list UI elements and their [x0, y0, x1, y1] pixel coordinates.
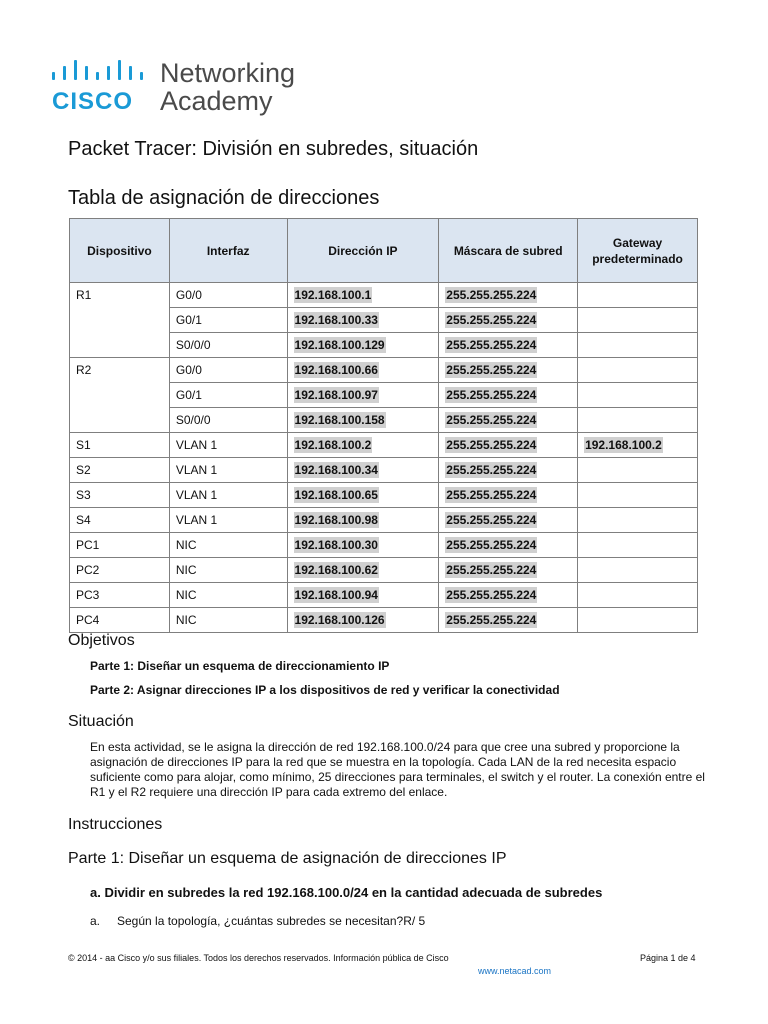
cell-gateway — [578, 583, 698, 608]
cell-interface: S0/0/0 — [169, 408, 287, 433]
table-header-row — [70, 219, 698, 283]
cell-gateway — [578, 433, 698, 458]
cell-mask-value: 255.255.255.224 — [446, 488, 537, 502]
table-row — [70, 583, 698, 608]
cell-device: R2 — [70, 358, 170, 433]
header-gateway: Gateway predeterminado — [578, 219, 698, 283]
cell-ip — [287, 458, 439, 483]
cell-gateway — [578, 383, 698, 408]
table-row — [70, 558, 698, 583]
cell-mask-value: 255.255.255.224 — [446, 313, 537, 327]
cell-mask — [439, 608, 578, 633]
table-row — [70, 433, 698, 458]
question-text: Según la topología, ¿cuántas subredes se necesitan?R/ 5 — [117, 914, 426, 928]
cell-interface: NIC — [169, 583, 287, 608]
cell-ip-value: 192.168.100.129 — [294, 338, 385, 352]
cell-device: R1 — [70, 283, 170, 358]
cell-mask-value: 255.255.255.224 — [446, 363, 537, 377]
cell-gateway — [578, 308, 698, 333]
scenario-text: En esta actividad, se le asigna la dirección de red 192.168.100.0/24 para que cree una subred y proporcione la asignación de direcciones IP para la red que se muestra en la topología. Cada LAN de la red necesita espacio suficiente como para alojar, como mínimo, 25 direcciones para terminales, el switch y el router. La conexión entre el R1 y el R2 requiere una dirección IP para cada extremo del enlace. — [90, 740, 705, 799]
cell-mask-value: 255.255.255.224 — [446, 463, 537, 477]
cell-mask-value: 255.255.255.224 — [446, 413, 537, 427]
cell-mask-value: 255.255.255.224 — [446, 338, 537, 352]
cell-mask-value: 255.255.255.224 — [446, 513, 537, 527]
table-row — [70, 533, 698, 558]
table-row — [70, 458, 698, 483]
cell-device: S3 — [70, 483, 170, 508]
cell-gateway-value: 192.168.100.2 — [585, 438, 662, 452]
cell-device: PC1 — [70, 533, 170, 558]
cell-ip-value: 192.168.100.33 — [294, 313, 378, 327]
header-interface: Interfaz — [169, 219, 287, 283]
cell-gateway — [578, 333, 698, 358]
cell-gateway — [578, 533, 698, 558]
cell-mask — [439, 508, 578, 533]
cell-gateway — [578, 508, 698, 533]
cell-ip-value: 192.168.100.1 — [294, 288, 372, 302]
cell-ip-value: 192.168.100.97 — [294, 388, 378, 402]
cell-interface: VLAN 1 — [169, 433, 287, 458]
header-device: Dispositivo — [70, 219, 170, 283]
logo-line1: Networking — [160, 58, 296, 88]
cell-ip — [287, 483, 439, 508]
table-row — [70, 608, 698, 633]
cell-ip-value: 192.168.100.94 — [294, 588, 378, 602]
logo-line2: Academy — [160, 86, 273, 116]
cell-ip — [287, 558, 439, 583]
cell-interface: G0/0 — [169, 283, 287, 308]
cisco-bars-icon — [52, 58, 148, 80]
page-title: Packet Tracer: División en subredes, situación — [68, 138, 479, 160]
cell-ip — [287, 408, 439, 433]
cell-mask-value: 255.255.255.224 — [446, 613, 537, 627]
cell-gateway — [578, 483, 698, 508]
cell-mask — [439, 533, 578, 558]
cell-mask-value: 255.255.255.224 — [446, 588, 537, 602]
cell-mask — [439, 433, 578, 458]
cell-interface: NIC — [169, 533, 287, 558]
cell-device: PC2 — [70, 558, 170, 583]
cell-gateway — [578, 358, 698, 383]
cell-ip-value: 192.168.100.2 — [294, 438, 372, 452]
cell-interface: G0/0 — [169, 358, 287, 383]
cell-ip-value: 192.168.100.62 — [294, 563, 378, 577]
table-title: Tabla de asignación de direcciones — [68, 187, 380, 209]
cell-gateway — [578, 408, 698, 433]
footer-page-number: Página 1 de 4 — [640, 953, 696, 963]
table-row — [70, 508, 698, 533]
cell-ip — [287, 383, 439, 408]
cell-gateway — [578, 283, 698, 308]
cell-interface: NIC — [169, 558, 287, 583]
address-table — [69, 218, 698, 633]
cell-mask — [439, 358, 578, 383]
cell-ip — [287, 433, 439, 458]
cell-interface: VLAN 1 — [169, 483, 287, 508]
cell-ip-value: 192.168.100.98 — [294, 513, 378, 527]
cell-mask — [439, 408, 578, 433]
cell-device: PC3 — [70, 583, 170, 608]
cell-device: S1 — [70, 433, 170, 458]
cell-mask-value: 255.255.255.224 — [446, 288, 537, 302]
cell-gateway — [578, 558, 698, 583]
cell-device: PC4 — [70, 608, 170, 633]
cell-device: S2 — [70, 458, 170, 483]
question-label: a. — [90, 914, 101, 928]
footer-url-link[interactable]: www.netacad.com — [478, 966, 552, 976]
cell-gateway — [578, 458, 698, 483]
objective-part1: Parte 1: Diseñar un esquema de direccionamiento IP — [90, 659, 390, 673]
cell-mask — [439, 483, 578, 508]
cell-ip — [287, 533, 439, 558]
cell-device: S4 — [70, 508, 170, 533]
cell-ip-value: 192.168.100.34 — [294, 463, 378, 477]
cell-ip — [287, 508, 439, 533]
cell-ip — [287, 283, 439, 308]
cell-interface: NIC — [169, 608, 287, 633]
footer-copyright: © 2014 - aa Cisco y/o sus filiales. Todos los derechos reservados. Información pública de Cisco — [68, 953, 449, 963]
step-a: a. Dividir en subredes la red 192.168.100.0/24 en la cantidad adecuada de subredes — [90, 885, 603, 900]
scenario-heading: Situación — [68, 713, 134, 730]
cell-mask — [439, 333, 578, 358]
cell-interface: S0/0/0 — [169, 333, 287, 358]
cell-ip — [287, 358, 439, 383]
cisco-networking-academy-logo — [52, 58, 312, 118]
cell-interface: G0/1 — [169, 308, 287, 333]
cell-ip — [287, 333, 439, 358]
table-row — [70, 283, 698, 308]
instructions-part1: Parte 1: Diseñar un esquema de asignación de direcciones IP — [68, 850, 507, 867]
cell-ip-value: 192.168.100.126 — [294, 613, 385, 627]
cell-ip-value: 192.168.100.66 — [294, 363, 378, 377]
header-mask: Máscara de subred — [439, 219, 578, 283]
cell-mask — [439, 558, 578, 583]
cell-gateway — [578, 608, 698, 633]
cell-ip-value: 192.168.100.65 — [294, 488, 378, 502]
question-item — [90, 914, 425, 928]
cell-ip — [287, 308, 439, 333]
cell-mask — [439, 458, 578, 483]
cell-mask-value: 255.255.255.224 — [446, 438, 537, 452]
cell-mask — [439, 383, 578, 408]
cell-interface: G0/1 — [169, 383, 287, 408]
table-row — [70, 358, 698, 383]
cell-mask-value: 255.255.255.224 — [446, 538, 537, 552]
cell-mask — [439, 283, 578, 308]
table-row — [70, 483, 698, 508]
objectives-heading: Objetivos — [68, 632, 135, 649]
cell-ip — [287, 583, 439, 608]
cell-mask — [439, 308, 578, 333]
logo-brand: CISCO — [52, 88, 134, 115]
cell-ip — [287, 608, 439, 633]
instructions-heading: Instrucciones — [68, 816, 163, 833]
objective-part2: Parte 2: Asignar direcciones IP a los dispositivos de red y verificar la conectividad — [90, 683, 560, 697]
cell-interface: VLAN 1 — [169, 458, 287, 483]
cell-ip-value: 192.168.100.30 — [294, 538, 378, 552]
cell-mask-value: 255.255.255.224 — [446, 388, 537, 402]
cell-mask — [439, 583, 578, 608]
cell-ip-value: 192.168.100.158 — [294, 413, 385, 427]
cell-interface: VLAN 1 — [169, 508, 287, 533]
header-ip: Dirección IP — [287, 219, 439, 283]
cell-mask-value: 255.255.255.224 — [446, 563, 537, 577]
